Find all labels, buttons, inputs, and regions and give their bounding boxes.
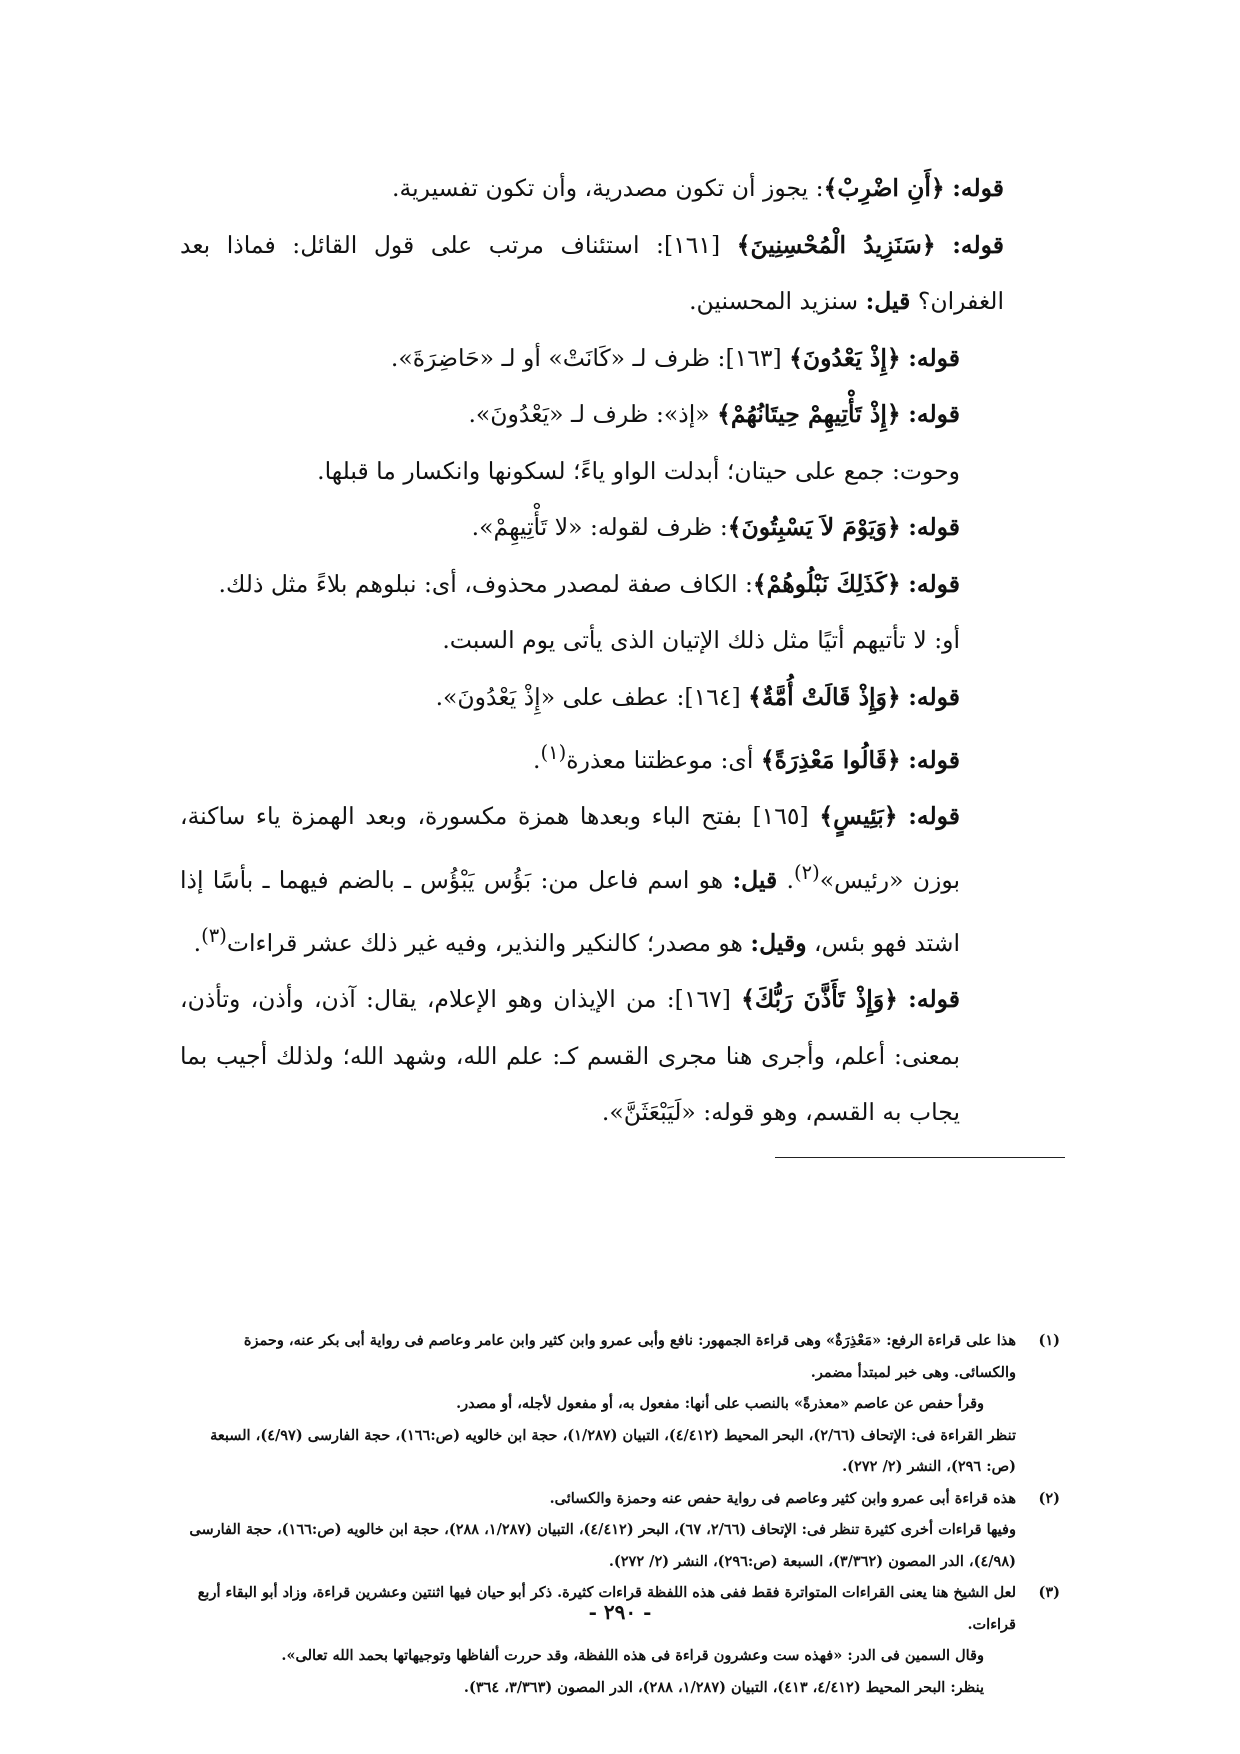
paragraph-3: قوله: ﴿إِذْ يَعْدُونَ﴾ [١٦٣]: ظرف لـ «كَانَتْ» أو لـ «حَاضِرَةَ». <box>390 343 960 372</box>
footnote-ref: (٢) <box>793 860 820 884</box>
footnote-3: (٣) لعل الشيخ هنا يعنى القراءات المتواترة فقط ففى هذه اللفظة قراءات كثيرة. ذكر أبو حيان فيها اثنتين وعشرين قراءة، وزاد أبو البقاء أربع قراءات. <box>180 1577 1060 1640</box>
footnote-3-sources: ينظر: البحر المحيط (٤/٤١٢، ٤١٣)، التبيان (١/٢٨٧، ٢٨٨)، الدر المصون (٣/٣٦٣، ٣٦٤). <box>463 1678 984 1696</box>
footnote-number: (١) <box>1038 1332 1060 1349</box>
footnote-1: (١) هذا على قراءة الرفع: «مَعْذِرَةٌ» وهى قراءة الجمهور: نافع وأبى عمرو وابن كثير وابن عامر وعاصم فى رواية أبى بكر عنه، وحمزة والكسائى. وهى خبر لمبتدأ مضمر. <box>180 1325 1060 1388</box>
footnotes <box>180 1325 1060 1703</box>
paragraph-9: قوله: ﴿وَإِذْ قَالَتْ أُمَّةٌ﴾ [١٦٤]: عطف على «إِذْ يَعْدُونَ». <box>435 682 960 711</box>
paragraph-8: أو: لا تأتيهم أتيًا مثل ذلك الإتيان الذى يأتى يوم السبت. <box>442 626 960 654</box>
footnote-ref: (١) <box>540 741 567 764</box>
verse-quote: ﴿وَيَوْمَ لاَ يَسْبِتُونَ﴾ <box>727 513 901 541</box>
footnote-number: (٣) <box>1038 1584 1060 1601</box>
footnote-1-sources: تنظر القراءة فى: الإتحاف (٢/٦٦)، البحر المحيط (٤/٤١٢)، التبيان (١/٢٨٧)، حجة ابن خالويه (ص:١٦٦)، حجة الفارسى (٤/٩٧)، السبعة (ص: ٢٩٦)، النشر (٢/ ٢٧٢). <box>210 1426 1016 1475</box>
verse-quote: ﴿وَإِذْ قَالَتْ أُمَّةٌ﴾ <box>748 682 901 711</box>
paragraph-1: قوله: ﴿أَنِ اضْرِبْ﴾: يجوز أن تكون مصدرية، وأن تكون تفسيرية. <box>392 174 1004 202</box>
footnote-number: (٢) <box>1038 1489 1060 1507</box>
paragraph-10: قوله: ﴿قَالُوا مَعْذِرَةً﴾ أى: موعظتنا معذرة$^{(١)}$. <box>533 741 960 774</box>
verse-quote: ﴿كَذَلِكَ نَبْلُوهُمْ﴾ <box>752 569 901 598</box>
verse-quote: ﴿إِذْ يَعْدُونَ﴾ <box>789 343 901 372</box>
main-text <box>180 160 1060 1141</box>
paragraph-5: وحوت: جمع على حيتان؛ أبدلت الواو ياءً؛ لسكونها وانكسار ما قبلها. <box>317 456 960 485</box>
paragraph-12: قوله: ﴿وَإِذْ تَأَذَّنَ رَبُّكَ﴾ [١٦٧]: من الإيذان وهو الإعلام، يقال: آذن، وأذن، وتأذن، بمعنى: أعلم، وأجرى هنا مجرى القسم كـ: علم الله، وشهد الله؛ ولذلك أجيب بما يجاب به القسم، وهو قوله: «لَيَبْعَثَنَّ». <box>180 985 960 1127</box>
footnote-2-sources: وفيها قراءات أخرى كثيرة تنظر فى: الإتحاف (٢/٦٦، ٦٧)، البحر (٤/٤١٢)، التبيان (١/٢٨٧، ٢٨٨)، حجة ابن خالويه (ص:١٦٦)، حجة الفارسى (٤/٩٨)، الدر المصون (٣/٣٦٢)، السبعة (ص:٢٩٦)، النشر (٢/ ٢٧٢). <box>189 1521 1016 1570</box>
verse-quote: ﴿سَنَزِيدُ الْمُحْسِنِينَ﴾ <box>736 230 936 259</box>
paragraph-7: قوله: ﴿كَذَلِكَ نَبْلُوهُمْ﴾: الكاف صفة لمصدر محذوف، أى: نبلوهم بلاءً مثل ذلك. <box>218 569 960 598</box>
verse-quote: ﴿وَإِذْ تَأَذَّنَ رَبُّكَ﴾ <box>741 985 898 1014</box>
footnote-1-continued: وقرأ حفص عن عاصم «معذرةً» بالنصب على أنها: مفعول به، أو مفعول لأجله، أو مصدر. <box>456 1395 984 1412</box>
paragraph-11: قوله: ﴿بَئِيسٍ﴾ [١٦٥] بفتح الباء وبعدها همزة مكسورة، وبعد الهمزة ياء ساكنة، بوزن «رئيس»$^{(٢)}$. قيل: هو اسم فاعل من: بَؤُس يَبْؤُس ـ بالضم فيهما ـ بأسًا إذا اشتد فهو بئس، وقيل: هو مصدر؛ كالنكير والنذير، وفيه غير ذلك عشر قراءات$^{(٣)}$. <box>180 802 961 957</box>
footnote-separator <box>775 1157 1065 1158</box>
footnote-2: (٢) هذه قراءة أبى عمرو وابن كثير وعاصم فى رواية حفص عنه وحمزة والكسائى. <box>180 1483 1060 1515</box>
footnote-ref: (٣) <box>201 924 227 948</box>
footnote-3-quote: وقال السمين فى الدر: «فهذه ست وعشرون قراءة فى هذه اللفظة، وقد حررت ألفاظها وتوجيهاتها بحمد الله تعالى». <box>281 1647 984 1664</box>
paragraph-2: قوله: ﴿سَنَزِيدُ الْمُحْسِنِينَ﴾ [١٦١]: استئناف مرتب على قول القائل: فماذا بعد الغفران؟ قيل: سنزيد المحسنين. <box>180 230 1004 315</box>
verse-quote: ﴿بَئِيسٍ﴾ <box>819 802 898 831</box>
page-number: - ٢٩٠ - <box>588 1600 652 1624</box>
document-page <box>180 160 1060 1696</box>
verse-quote: ﴿إِذْ تَأْتِيهِمْ حِيتَانُهُمْ﴾ <box>717 400 901 428</box>
paragraph-4: قوله: ﴿إِذْ تَأْتِيهِمْ حِيتَانُهُمْ﴾ «إذ»: ظرف لـ «يَعْدُونَ». <box>468 400 960 428</box>
verse-quote: ﴿أَنِ اضْرِبْ﴾ <box>823 174 945 202</box>
paragraph-6: قوله: ﴿وَيَوْمَ لاَ يَسْبِتُونَ﴾: ظرف لقوله: «لا تَأْتِيهِمْ». <box>471 513 960 541</box>
verse-quote: ﴿قَالُوا مَعْذِرَةً﴾ <box>760 745 901 774</box>
